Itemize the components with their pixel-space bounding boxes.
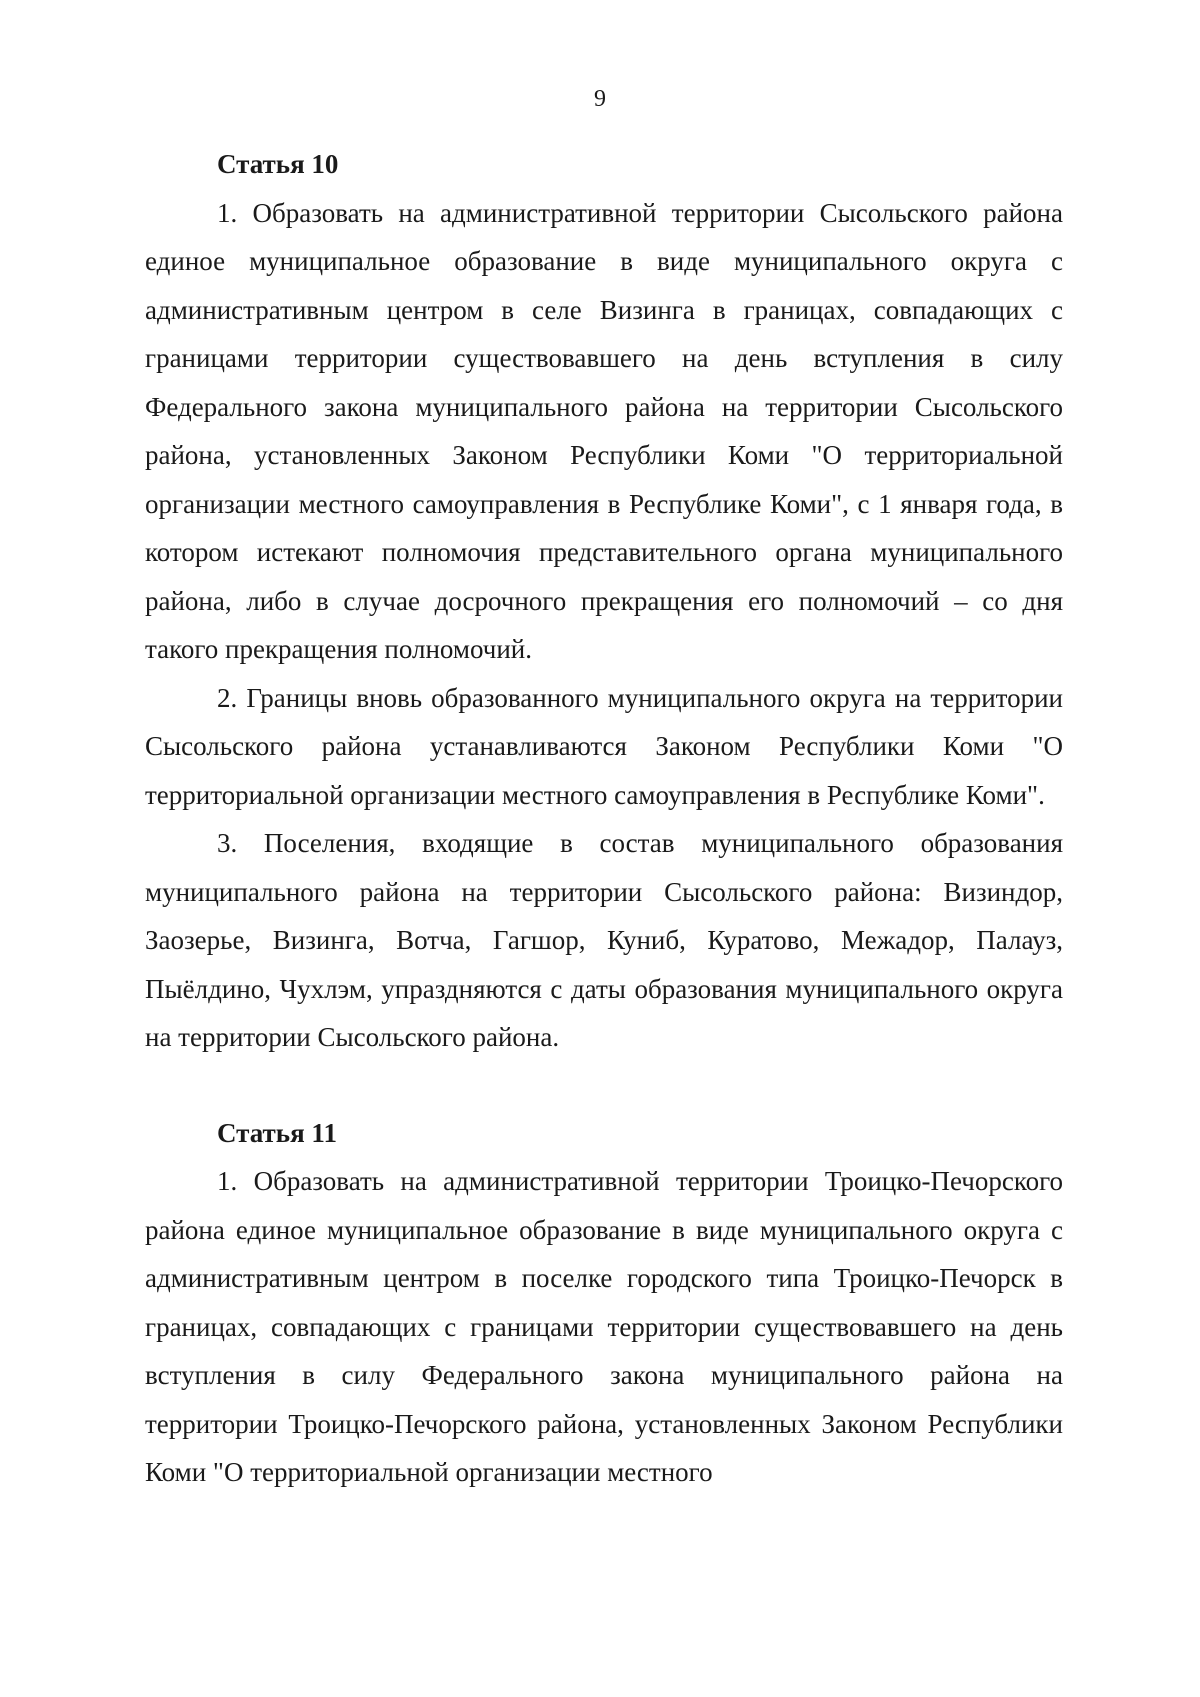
article-paragraph: 1. Образовать на административной территории Троицко-Печорского района единое муниципальное образование в виде муниципального округа с административным центром в поселке городского типа Троицко-Печорск в границах, совпадающих с границами территории существовавшего на день вступления в силу Федерального закона муниципального района на территории Троицко-Печорского района, установленных Законом Республики Коми "О территориальной организации местного <box>145 1166 1063 1487</box>
article-paragraph: 3. Поселения, входящие в состав муниципального образования муниципального района на территории Сысольского района: Визиндор, Заозерье, Визинга, Вотча, Гагшор, Куниб, Куратово, Межадор, Палауз, Пыёлдино, Чухлэм, упраздняются с даты образования муниципального округа на территории Сысольского района. <box>145 828 1063 1052</box>
document-body <box>145 140 1063 1497</box>
article-paragraph: 2. Границы вновь образованного муниципального округа на территории Сысольского района устанавливаются Законом Республики Коми "О территориальной организации местного самоуправления в Республике Коми". <box>145 682 1063 810</box>
article-paragraph: 1. Образовать на административной территории Сысольского района единое муниципальное образование в виде муниципального округа с административным центром в селе Визинга в границах, совпадающих с границами территории существовавшего на день вступления в силу Федерального закона муниципального района на территории Сысольского района, установленных Законом Республики Коми "О территориальной организации местного самоуправления в Республике Коми", с 1 января года, в котором истекают полномочия представительного органа муниципального района, либо в случае досрочного прекращения его полномочий – со дня такого прекращения полномочий. <box>145 197 1063 664</box>
page-number: 9 <box>594 86 606 112</box>
article-title: Статья 10 <box>217 149 339 179</box>
section-divider <box>145 1062 1063 1109</box>
article-title: Статья 11 <box>217 1117 337 1148</box>
